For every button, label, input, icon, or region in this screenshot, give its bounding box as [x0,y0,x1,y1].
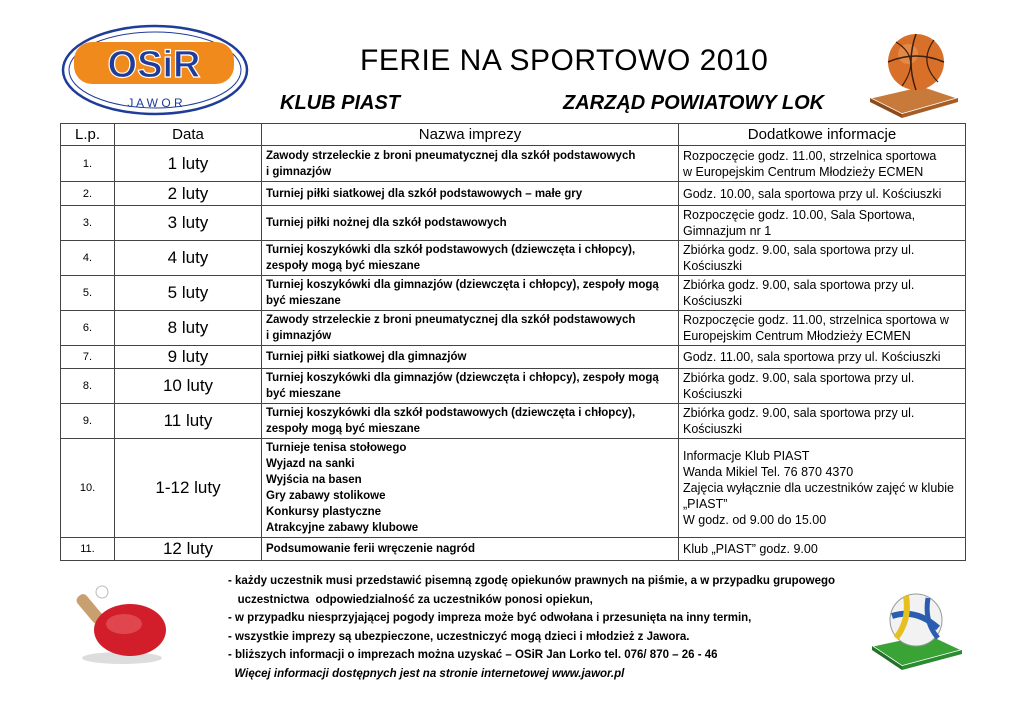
table-row [61,439,966,538]
info-line: Kościuszki [683,294,743,308]
row-info [679,439,966,538]
basketball-icon [862,28,962,120]
schedule-table [60,123,966,561]
event-line: Zawody strzeleckie z broni pneumatycznej dla szkół podstawowych [266,149,636,162]
header-lp: L.p. [61,124,115,146]
info-line: Zbiórka godz. 9.00, sala sportowa przy ul. [683,406,915,420]
table-header-row [61,124,966,146]
table-row [61,241,966,276]
volleyball-icon [866,580,966,672]
row-lp: 2. [61,182,115,206]
row-event [262,182,679,206]
info-line: Godz. 11.00, sala sportowa przy ul. Kościuszki [683,350,941,364]
info-line: Zajęcia wyłącznie dla uczestników zajęć w klubie [683,481,954,495]
event-line: Turnieje tenisa stołowego [266,442,407,454]
table-row [61,369,966,404]
event-line: Turniej koszykówki dla szkół podstawowych (dziewczęta i chłopcy), [266,244,636,256]
info-line: Kościuszki [683,387,743,401]
row-lp: 4. [61,241,115,276]
event-line: Gry zabawy stolikowe [266,490,386,502]
row-date: 10 luty [115,369,262,404]
header-event: Nazwa imprezy [262,124,679,146]
row-info [679,146,966,182]
row-info [679,182,966,206]
event-line: Turniej piłki siatkowej dla gimnazjów [266,351,467,363]
event-line: Wyjścia na basen [266,474,362,486]
info-line: Kościuszki [683,259,743,273]
row-lp: 8. [61,369,115,404]
header-date: Data [115,124,262,146]
table-row [61,311,966,346]
event-line: i gimnazjów [266,330,332,342]
row-lp: 10. [61,439,115,538]
table-row [61,276,966,311]
info-line: Zbiórka godz. 9.00, sala sportowa przy ul. [683,278,915,292]
row-date: 8 luty [115,311,262,346]
event-line: Turniej koszykówki dla gimnazjów (dziewczęta i chłopcy), zespoły mogą [266,372,659,384]
row-lp: 11. [61,538,115,561]
info-line: w Europejskim Centrum Młodzieży ECMEN [683,164,924,179]
event-line: zespoły mogą być mieszane [266,423,421,435]
event-line: Turniej piłki siatkowej dla szkół podstawowych – małe gry [266,187,583,200]
row-event [262,146,679,182]
row-date: 2 luty [115,182,262,206]
event-line: Konkursy plastyczne [266,506,382,518]
row-info [679,404,966,439]
row-lp: 9. [61,404,115,439]
logo-subtext: J A W O R [127,96,183,110]
row-event [262,369,679,404]
event-line: Zawody strzeleckie z broni pneumatycznej dla szkół podstawowych [266,314,636,326]
table-row [61,538,966,561]
subtitle-klub-piast: KLUB PIAST [280,92,400,114]
row-info [679,538,966,561]
event-line: być mieszane [266,388,341,400]
row-date: 9 luty [115,346,262,369]
note-line-website: Więcej informacji dostępnych jest na stronie internetowej www.jawor.pl [228,667,625,680]
info-line: Rozpoczęcie godz. 11.00, strzelnica sportowa [683,148,937,163]
note-line: - w przypadku niesprzyjającej pogody impreza może być odwołana i przesunięta na inny termin, [228,612,752,624]
row-event [262,404,679,439]
row-date: 1 luty [115,146,262,182]
row-date: 11 luty [115,404,262,439]
row-event [262,206,679,241]
info-line: Klub „PIAST” godz. 9.00 [683,542,818,556]
row-info [679,206,966,241]
event-line: Turniej piłki nożnej dla szkół podstawowych [266,217,507,229]
row-event [262,538,679,561]
table-row [61,346,966,369]
event-line: i gimnazjów [266,165,332,178]
osir-logo [60,22,250,122]
ping-pong-paddle-icon [72,578,172,668]
note-line: uczestnictwa odpowiedzialność za uczestników ponosi opiekun, [228,593,593,606]
event-line: Turniej koszykówki dla gimnazjów (dziewczęta i chłopcy), zespoły mogą [266,279,659,291]
info-line: Godz. 10.00, sala sportowa przy ul. Kościuszki [683,186,942,201]
row-info [679,311,966,346]
row-date: 5 luty [115,276,262,311]
note-line: - każdy uczestnik musi przedstawić pisemną zgodę opiekunów prawnych na piśmie, a w przypadku grupowego [228,575,836,587]
event-line: zespoły mogą być mieszane [266,260,421,272]
row-date: 3 luty [115,206,262,241]
row-date: 1-12 luty [115,439,262,538]
row-lp: 1. [61,146,115,182]
row-date: 12 luty [115,538,262,561]
info-line: „PIAST” [683,497,728,511]
page-title: FERIE NA SPORTOWO 2010 [360,44,769,77]
note-line: - bliższych informacji o imprezach można uzyskać – OSiR Jan Lorko tel. 076/ 870 – 26 - 46 [228,649,718,661]
info-line: Zbiórka godz. 9.00, sala sportowa przy ul. [683,243,915,257]
table-row [61,182,966,206]
logo-text: OSiR [107,44,201,86]
info-line: Gimnazjum nr 1 [683,224,772,238]
table-row [61,146,966,182]
info-line: Kościuszki [683,422,743,436]
info-line: Europejskim Centrum Młodzieży ECMEN [683,329,911,343]
info-line: Rozpoczęcie godz. 11.00, strzelnica sportowa w [683,313,949,327]
row-lp: 3. [61,206,115,241]
schedule-body [61,146,966,561]
event-line: Podsumowanie ferii wręczenie nagród [266,543,475,555]
row-info [679,276,966,311]
event-line: Wyjazd na sanki [266,458,355,470]
info-line: Zbiórka godz. 9.00, sala sportowa przy ul. [683,371,915,385]
table-row [61,206,966,241]
row-info [679,369,966,404]
info-line: W godz. od 9.00 do 15.00 [683,513,827,527]
row-info [679,241,966,276]
event-line: Atrakcyjne zabawy klubowe [266,522,419,534]
event-line: Turniej koszykówki dla szkół podstawowych (dziewczęta i chłopcy), [266,407,636,419]
row-info [679,346,966,369]
row-event [262,346,679,369]
header-info: Dodatkowe informacje [679,124,966,146]
row-date: 4 luty [115,241,262,276]
row-lp: 7. [61,346,115,369]
row-lp: 6. [61,311,115,346]
note-line: - wszystkie imprezy są ubezpieczone, uczestniczyć mogą dzieci i młodzież z Jawora. [228,630,690,643]
row-event [262,311,679,346]
subtitle-zarzad-lok: ZARZĄD POWIATOWY LOK [563,92,825,114]
info-line: Wanda Mikiel Tel. 76 870 4370 [683,465,854,479]
event-line: być mieszane [266,295,341,307]
info-line: Informacje Klub PIAST [683,449,810,463]
info-line: Rozpoczęcie godz. 10.00, Sala Sportowa, [683,208,916,222]
table-row [61,404,966,439]
row-event [262,439,679,538]
notes-block [228,572,835,683]
row-event [262,241,679,276]
row-lp: 5. [61,276,115,311]
row-event [262,276,679,311]
